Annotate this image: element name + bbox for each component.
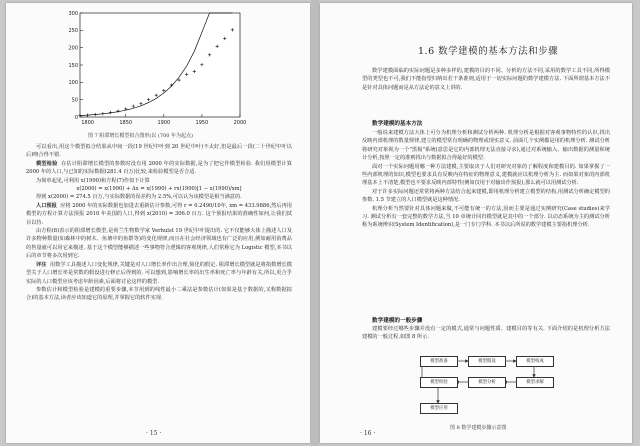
y-tick-label: 50 [71,97,78,104]
subheading-methods: 数学建模的基本方法 [372,121,423,127]
flow-step-solve: 模型求解 [516,377,554,388]
right-text-top [362,67,610,92]
page-number-15: · 15 · [146,430,162,437]
figure-8-caption: 图 8 数学建模步骤示意图 [450,425,507,431]
flow-step-prep: 模型准备 [420,356,458,367]
para-calc-intro: 为简单起见,可利用 x(1990)和方程(7)作如下计算 [36,177,150,184]
modeling-flowchart [420,351,590,421]
para-least-squares: 参数估计和模型检验是建模的重要步骤,本节用到的线性最小二乘法是参数估计(如果是基于数据的,又称数据拟合)的基本方法,读者应该知道它的原理,并掌握它的软件实现. [26,286,292,302]
para-fit-comment: 可以看出,用这个模型拟合结果从中间一段(19 世纪中叶到 20 世纪中叶)不太好,但是最后一段(二十世纪中叶以后)吻合得不错. [26,144,292,159]
y-tick-label: 300 [68,10,78,17]
y-tick-label: 100 [68,80,78,87]
flow-step-build: 模型构成 [516,356,554,367]
left-page [6,3,310,443]
comment-body: 用数学工具描述人口变化规律,关键是对人口增长率作出合理,简化的假定. 阻滞增长模型就是将指数增长模型关于人口增长率是常数的假设进行修正后得到的. 可以想到,影响增长率的出生率和死亡率与年龄有关,所以,更合乎实际的人口模型应该考虑年龄因素,后面将讨论这样的模型. [26,261,292,285]
figure-7-caption: 图 7 阻滞增长模型拟合图形(以 (700 年为起点) [88,133,193,139]
left-text [26,143,292,303]
y-tick-label: 150 [68,62,78,69]
right-page [320,3,632,443]
para-comment [26,261,292,286]
right-text-methods [362,129,610,230]
plot-frame [80,13,240,117]
equation: x(2000) = x(1990) + Δx = x(1990) + rx(1990)[1 − x(1990)/xm] [76,186,242,193]
forecast-head: 人口预报 [36,202,57,209]
model-test-body: 在估计阻滞增长模型的参数时没有用 2000 年的实际数据,是为了把它作模型检验. 我们用模型计算 2000 年的人口,与已知的实际数据(281.4 百万)比较,来检验模型是否合适. [26,160,292,176]
para-case-studies: 机理分析当然要针对具体问题来做,不可能有统一的方法,因而主要是通过实例研究(Case studies)来学习. 测试分析有一套完整的数学方法,当 10 章统计回归模型就是其中的一个部分. 以动态系统为主的测试分析称为系统辨识(System Identification),是一门专门学科. 本书以后所说的数学建模主要指机理分析. [362,205,610,229]
x-tick-label: 1900 [157,120,171,126]
flow-step-assume: 模型假设 [468,356,506,367]
y-tick-label: 250 [68,28,78,35]
page-gutter [311,0,319,446]
x-tick-label: 1850 [119,120,133,126]
para-combined: 对于许多实际问题还常常将两种方法结合起来建模,即用机理分析建立模型的结构,用测试分析确定模型的参数. 1.5 节建立的人口模型就是这种情况. [362,188,610,204]
flow-step-analyze: 模型分析 [468,377,506,388]
flow-step-test: 模型检验 [420,377,458,388]
forecast-body: 应将 2000 年的实际数据也加进去重新估计参数,可得 r = 0.2490/10年, xm = 433.9886,然后再用模型的方程计算方法预报 2010 年美国的人口,得到 x(2010) = 306.0 百万. 这个预报结果的准确性如何,让我们拭目以待. [26,202,292,226]
flow-step-apply: 模型应用 [420,403,458,414]
para-methods: 一般说来建模方法大体上可分为机理分析和测试分析两种. 机理分析是根据对客观事物特性的认识,找出反映内部机理的数量规律,建立的模型常有明确的物理或现实意义. 前面几个实例都是用的机理分析. 测试分析将研究对象视为一个"黑箱"系统(意思是它的内部机理无法直接寻求),通过对系统输入、输出数据的测量和统计分析,按照一定的准则找出与数据拟合得最好的模型. [362,130,610,162]
y-tick-label: 0 [74,114,78,121]
x-tick-label: 1800 [81,120,94,126]
section-heading: 1.6 数学建模的基本方法和步骤 [418,46,559,57]
x-tick-label: 2000 [233,120,247,126]
para-result: 得到 x(2000) = 274.5 百万,与实际数据的误差约为 2.5%,可以认为该模型是相当满意的. [36,194,242,201]
x-tick-label: 1950 [195,120,209,126]
subheading-steps: 数学建模的一般步骤 [372,318,423,324]
para-logistic: 由方程(8)表示的阻滞增长模型,是荷兰生物数学家 Verhulst 19 世纪中叶提出的. 它不仅能够大体上描述人口及许多物种数量(如森林中的树木、鱼塘中的鱼群等)的变化规律,而且在社会经济领域也有广泛的应用,例如耐用消费品的售量就可以用它来描述. 基于这个模型能够描述一些事物符合逻辑的客观规律,人们常称它为 Logistic 模型,本书以后的章节将多次用到它. [26,228,292,260]
page-number-16: · 16 · [360,430,376,437]
para-model-test [26,160,292,177]
para-steps: 建模要经过哪些步骤并没有一定的模式,通常与问题性质、建模目的等有关. 下面介绍的是机理分析方法建模的一般过程,如图 8 所示. [362,326,610,341]
comment-head: 评注 [36,261,47,268]
model-test-head: 模型检验 [36,160,58,167]
population-fit-chart [58,7,248,131]
para-intro: 数学建模面临的实际问题是多种多样的,建模的目的不同、分析的方法不同,采用的数学工具不同,所得模型的类型也不可,我们不能指望归纳出若干条准则,适用于一切实际问题的数学建模方法. 下面所谓基本方法不是针对具体问题而是从方法论的意义上讲的. [362,68,610,91]
para-forecast [26,202,292,227]
y-tick-label: 200 [68,45,78,52]
chart-svg [58,7,248,131]
right-text-steps [362,325,610,342]
para-choice: 面对一个实际问题用哪一种方法建模,主要取决于人们对研究对象的了解程度和建模目的. 如果掌握了一些内部机理的知识,模型也要求具有反映内在特征的物理意义,建模就应以机理分析为主. 而如果对象的内部机理基本上不清楚,模型也不要求反映内部特性(例如仅用于对输出作预报),那么就可以用测试分析. [362,163,610,187]
